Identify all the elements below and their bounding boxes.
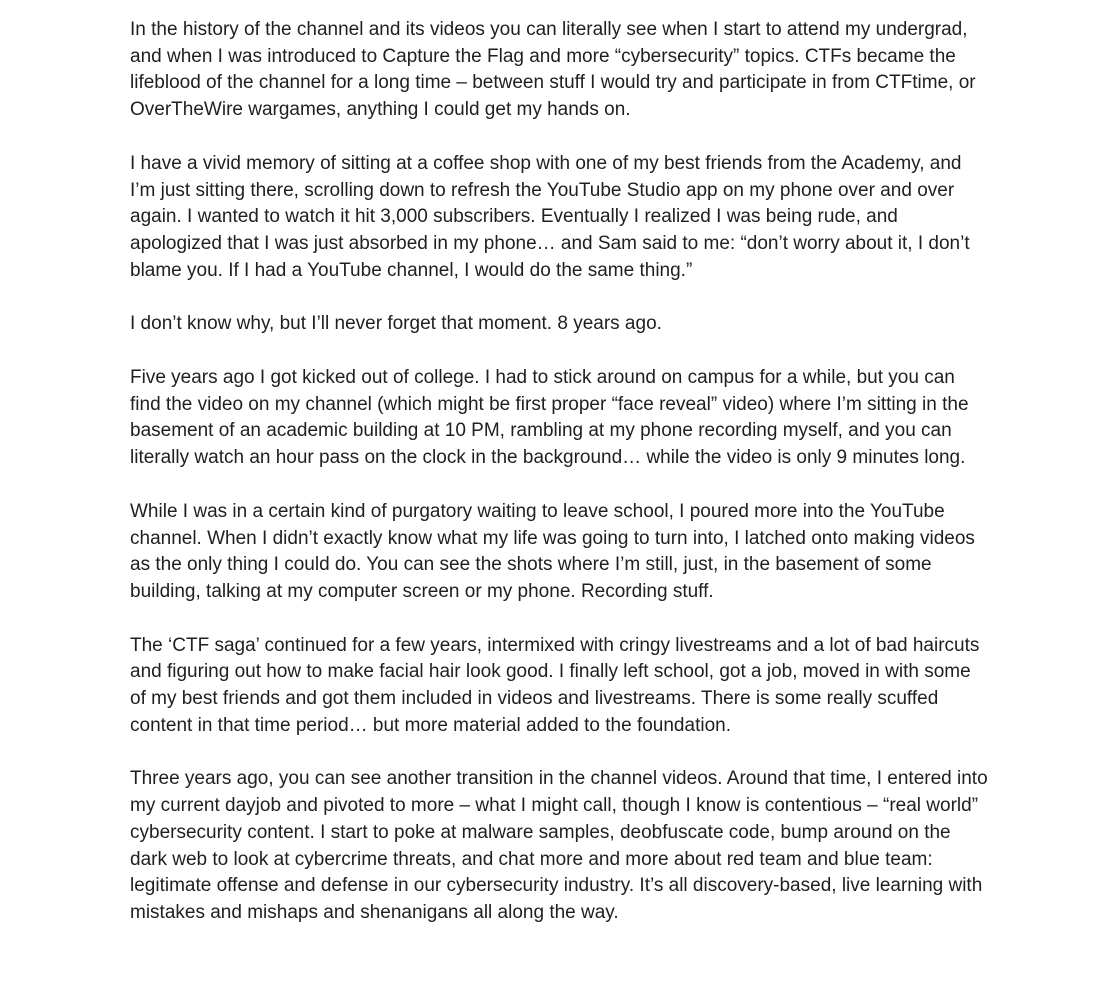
paragraph-purgatory: While I was in a certain kind of purgatory waiting to leave school, I poured more into the YouTube channel. When I didn’t exactly know what my life was going to turn into, I latched onto making videos as the only thing I could do. You can see the shots where I’m still, just, in the basement of some building, talking at my computer screen or my phone. Recording stuff. [130, 500, 975, 602]
article-body [130, 17, 990, 927]
paragraph-never-forget: I don’t know why, but I’ll never forget that moment. 8 years ago. [130, 313, 662, 335]
paragraph-ctf-saga: The ‘CTF saga’ continued for a few years, intermixed with cringy livestreams and a lot of bad haircuts and figuring out how to make facial hair look good. I finally left school, got a job, moved in with some of my best friends and got them included in videos and livestreams. There is some really scuffed content in that time period… but more material added to the foundation. [130, 634, 980, 736]
paragraph-kicked-out: Five years ago I got kicked out of college. I had to stick around on campus for a while, but you can find the video on my channel (which might be first proper “face reveal” video) where I’m sitting in the basement of an academic building at 10 PM, rambling at my phone recording myself, and you can literally watch an hour pass on the clock in the background… while the video is only 9 minutes long. [130, 367, 969, 469]
paragraph-real-world: Three years ago, you can see another transition in the channel videos. Around that time, I entered into my current dayjob and pivoted to more – what I might call, though I know is contentious – “real world” cybersecurity content. I start to poke at malware samples, deobfuscate code, bump around on the dark web to look at cybercrime threats, and chat more and more about red team and blue team: legitimate offense and defense in our cybersecurity industry. It’s all discovery-based, live learning with mistakes and mishaps and shenanigans all along the way. [130, 768, 988, 923]
paragraph-undergrad-ctf: In the history of the channel and its videos you can literally see when I start to attend my undergrad, and when I was introduced to Capture the Flag and more “cybersecurity” topics. CTFs became the lifeblood of the channel for a long time – between stuff I would try and participate in from CTFtime, or OverTheWire wargames, anything I could get my hands on. [130, 19, 976, 121]
paragraph-coffee-shop: I have a vivid memory of sitting at a coffee shop with one of my best friends from the Academy, and I’m just sitting there, scrolling down to refresh the YouTube Studio app on my phone over and over again. I wanted to watch it hit 3,000 subscribers. Eventually I realized I was being rude, and apologized that I was just absorbed in my phone… and Sam said to me: “don’t worry about it, I don’t blame you. If I had a YouTube channel, I would do the same thing.” [130, 152, 970, 281]
